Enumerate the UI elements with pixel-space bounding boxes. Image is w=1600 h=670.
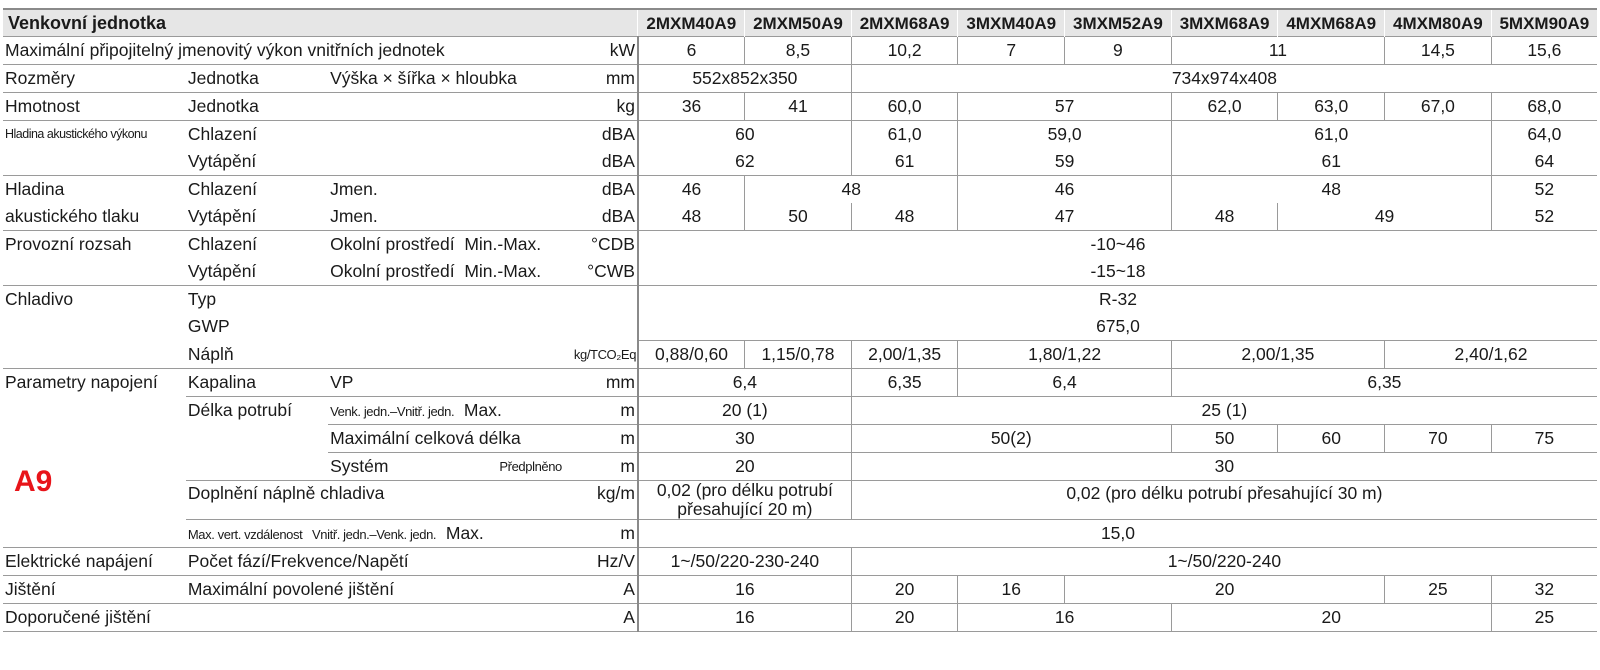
- unit-cell: °CWB: [587, 261, 635, 281]
- unit-cell: m: [572, 453, 638, 481]
- row-sublabel: Jednotka: [186, 93, 328, 121]
- value-cell: 52: [1491, 203, 1597, 231]
- row-piping-system: [3, 453, 1597, 481]
- row-label: Parametry napojení: [3, 369, 186, 397]
- row-refrigerant-charge: [3, 341, 1597, 369]
- row-detail: VP: [328, 369, 572, 397]
- row-label: Hladina akustického výkonu: [3, 121, 186, 149]
- value-cell: 62,0: [1171, 93, 1278, 121]
- value-cell: 0,88/0,60: [638, 341, 745, 369]
- unit-cell: m: [572, 520, 638, 548]
- row-fuse: [3, 576, 1597, 604]
- row-power: [3, 548, 1597, 576]
- model-header: 2MXM68A9: [851, 9, 958, 37]
- value-cell: 16: [638, 576, 851, 604]
- row-sublabel: Vytápění: [187, 261, 257, 281]
- value-cell: 64,0: [1491, 121, 1597, 149]
- row-sublabel: Chlazení: [186, 231, 328, 259]
- row-label: Hmotnost: [3, 93, 186, 121]
- row-label: Doporučené jištění: [3, 604, 572, 632]
- model-header: 5MXM90A9: [1491, 9, 1597, 37]
- spec-table: [3, 8, 1597, 632]
- value-cell: 20 (1): [638, 397, 851, 425]
- value-cell: 2,40/1,62: [1385, 341, 1597, 369]
- value-cell: 552x852x350: [638, 65, 851, 93]
- row-piping-length: [3, 397, 1597, 425]
- value-cell: 61: [851, 148, 958, 176]
- row-detail: Min.-Max.: [464, 261, 542, 281]
- row-detail: Maximální celková délka: [328, 425, 572, 453]
- row-sound-power-heating: [3, 148, 1597, 176]
- row-sublabel: Vytápění: [187, 206, 257, 226]
- value-cell: 75: [1491, 425, 1597, 453]
- row-sublabel: Náplň: [187, 343, 234, 364]
- value-cell: 6,35: [851, 369, 958, 397]
- value-cell: 46: [958, 176, 1171, 204]
- value-cell: 25: [1385, 576, 1492, 604]
- unit-cell: m: [572, 425, 638, 453]
- value-cell: 36: [638, 93, 745, 121]
- unit-cell: dBA: [572, 176, 638, 204]
- row-detail: Max.: [445, 522, 484, 543]
- value-cell: 48: [1171, 176, 1491, 204]
- table-title: Venkovní jednotka: [3, 9, 638, 37]
- value-cell: 14,5: [1385, 37, 1492, 65]
- row-detail: Jmen.: [328, 176, 572, 204]
- model-header: 3MXM68A9: [1171, 9, 1278, 37]
- model-series-badge: A9: [14, 465, 53, 498]
- row-sound-pressure-cooling: [3, 176, 1597, 204]
- value-cell: 20: [851, 576, 958, 604]
- value-cell: 47: [958, 203, 1171, 231]
- unit-cell: mm: [572, 65, 638, 93]
- row-detail: Okolní prostředí: [330, 261, 455, 281]
- row-label: Jištění: [3, 576, 186, 604]
- value-cell: 70: [1385, 425, 1492, 453]
- value-cell: 8,5: [745, 37, 852, 65]
- value-cell: 30: [638, 425, 851, 453]
- row-sublabel: GWP: [187, 316, 230, 337]
- row-sublabel: Doplnění náplně chladiva: [186, 481, 572, 520]
- row-refrigerant-gwp: [3, 313, 1597, 341]
- row-sublabel: Jednotka: [186, 65, 328, 93]
- value-cell: -15~18: [638, 258, 1597, 286]
- row-label: Maximální připojitelný jmenovitý výkon vnitřních jednotek: [3, 37, 572, 65]
- value-cell: 6,4: [638, 369, 851, 397]
- value-cell: 1,80/1,22: [958, 341, 1171, 369]
- value-cell: 50(2): [851, 425, 1171, 453]
- row-sublabel: Chlazení: [186, 176, 328, 204]
- unit-cell: kg: [572, 93, 638, 121]
- row-label: Hladina: [3, 176, 186, 204]
- value-cell: 20: [851, 604, 958, 632]
- value-cell: 30: [851, 453, 1597, 481]
- value-cell: 7: [958, 37, 1065, 65]
- model-header: 3MXM40A9: [958, 9, 1065, 37]
- row-label: Provozní rozsah: [3, 231, 186, 259]
- row-weight: [3, 93, 1597, 121]
- value-cell: 50: [745, 203, 852, 231]
- value-cell: 63,0: [1278, 93, 1385, 121]
- value-cell: 11: [1171, 37, 1384, 65]
- value-cell: 64: [1491, 148, 1597, 176]
- unit-cell: kg/m: [572, 481, 638, 520]
- row-sublabel: Chlazení: [186, 121, 328, 149]
- row-vertical-distance: [3, 520, 1597, 548]
- value-cell: 1~/50/220-240: [851, 548, 1597, 576]
- value-cell: 68,0: [1491, 93, 1597, 121]
- row-detail: Výška × šířka × hloubka: [328, 65, 572, 93]
- row-refrigerant-type: [3, 286, 1597, 314]
- value-cell: 67,0: [1385, 93, 1492, 121]
- value-cell: 50: [1171, 425, 1278, 453]
- value-cell: 734x974x408: [851, 65, 1597, 93]
- value-cell: 20: [1171, 604, 1491, 632]
- row-label: Rozměry: [3, 65, 186, 93]
- value-cell: 61: [1171, 148, 1491, 176]
- value-cell: 60: [638, 121, 851, 149]
- row-detail: Vnitř. jedn.–Venk. jedn.: [312, 526, 437, 542]
- row-sound-power-cooling: [3, 121, 1597, 149]
- value-cell: 48: [1171, 203, 1278, 231]
- row-operating-cooling: [3, 231, 1597, 259]
- model-header: 2MXM40A9: [638, 9, 745, 37]
- value-cell: 25 (1): [851, 397, 1597, 425]
- row-sublabel: Délka potrubí: [186, 397, 328, 425]
- value-cell: 20: [638, 453, 851, 481]
- unit-cell: dBA: [572, 121, 638, 149]
- value-cell: 2,00/1,35: [1171, 341, 1384, 369]
- row-label: Chladivo: [3, 286, 186, 314]
- unit-cell: dBA: [601, 151, 635, 171]
- row-detail: Max.: [463, 399, 502, 420]
- value-cell: 16: [638, 604, 851, 632]
- value-cell: 59,0: [958, 121, 1171, 149]
- value-cell: 6,4: [958, 369, 1171, 397]
- value-cell: R-32: [638, 286, 1597, 314]
- row-max-capacity: [3, 37, 1597, 65]
- row-sublabel: Typ: [186, 286, 328, 314]
- row-label: Elektrické napájení: [3, 548, 186, 576]
- model-header: 4MXM80A9: [1385, 9, 1492, 37]
- row-operating-heating: [3, 258, 1597, 286]
- row-detail: Venk. jedn.–Vnitř. jedn.: [330, 403, 455, 419]
- unit-cell: kW: [572, 37, 638, 65]
- value-cell: 675,0: [638, 313, 1597, 341]
- unit-cell: A: [572, 604, 638, 632]
- value-cell: 48: [745, 176, 958, 204]
- value-cell: 48: [851, 203, 958, 231]
- row-dimensions: [3, 65, 1597, 93]
- value-cell: 61,0: [851, 121, 958, 149]
- value-cell: 1~/50/220-230-240: [638, 548, 851, 576]
- row-label: akustického tlaku: [5, 206, 140, 226]
- unit-cell: A: [572, 576, 638, 604]
- row-recommended-fuse: [3, 604, 1597, 632]
- row-sublabel: Maximální povolené jištění: [186, 576, 572, 604]
- value-cell: 20: [1065, 576, 1385, 604]
- value-cell: 60: [1278, 425, 1385, 453]
- value-cell: 48: [638, 203, 745, 231]
- unit-cell: mm: [572, 369, 638, 397]
- row-sublabel: Vytápění: [187, 151, 257, 171]
- value-cell: 32: [1491, 576, 1597, 604]
- row-additional-charge: [3, 481, 1597, 520]
- value-cell: 6: [638, 37, 745, 65]
- model-header: 2MXM50A9: [745, 9, 852, 37]
- model-header: 4MXM68A9: [1278, 9, 1385, 37]
- value-cell: 6,35: [1171, 369, 1597, 397]
- value-cell: 41: [745, 93, 852, 121]
- unit-cell: dBA: [601, 206, 635, 226]
- unit-cell: kg/TCO₂Eq: [573, 346, 637, 362]
- value-cell: 1,15/0,78: [745, 341, 852, 369]
- value-cell: 15,6: [1491, 37, 1597, 65]
- row-piping-liquid: [3, 369, 1597, 397]
- value-cell: 16: [958, 576, 1065, 604]
- value-cell: 16: [958, 604, 1171, 632]
- value-cell: 9: [1065, 37, 1172, 65]
- value-cell: 59: [958, 148, 1171, 176]
- unit-cell: m: [572, 397, 638, 425]
- value-cell: 49: [1278, 203, 1491, 231]
- row-sublabel: Kapalina: [186, 369, 328, 397]
- value-cell: 61,0: [1171, 121, 1491, 149]
- value-line: 0,02 (pro délku potrubí: [656, 480, 833, 500]
- row-sublabel: Max. vert. vzdálenost: [187, 526, 303, 542]
- value-cell: 62: [638, 148, 851, 176]
- row-piping-total: [3, 425, 1597, 453]
- value-cell: 57: [958, 93, 1171, 121]
- value-cell: 2,00/1,35: [851, 341, 958, 369]
- value-line: přesahující 20 m): [677, 499, 813, 519]
- value-cell: 46: [638, 176, 745, 204]
- model-header: 3MXM52A9: [1065, 9, 1172, 37]
- value-cell: 10,2: [851, 37, 958, 65]
- value-cell: 15,0: [638, 520, 1597, 548]
- row-detail: Okolní prostředí: [330, 234, 455, 254]
- row-sound-pressure-heating: [3, 203, 1597, 231]
- header-row: [3, 9, 1597, 37]
- unit-cell: °CDB: [572, 231, 638, 259]
- value-cell: -10~46: [638, 231, 1597, 259]
- value-cell: 52: [1491, 176, 1597, 204]
- unit-cell: Hz/V: [572, 548, 638, 576]
- value-cell: 25: [1491, 604, 1597, 632]
- row-detail: Min.-Max.: [464, 234, 542, 254]
- row-detail: Systém: [330, 456, 389, 476]
- value-cell: 60,0: [851, 93, 958, 121]
- row-detail: Jmen.: [330, 206, 378, 226]
- row-sublabel: Počet fází/Frekvence/Napětí: [186, 548, 572, 576]
- value-cell: 0,02 (pro délku potrubí přesahující 30 m): [851, 481, 1597, 520]
- row-detail: Předplněno: [499, 459, 562, 474]
